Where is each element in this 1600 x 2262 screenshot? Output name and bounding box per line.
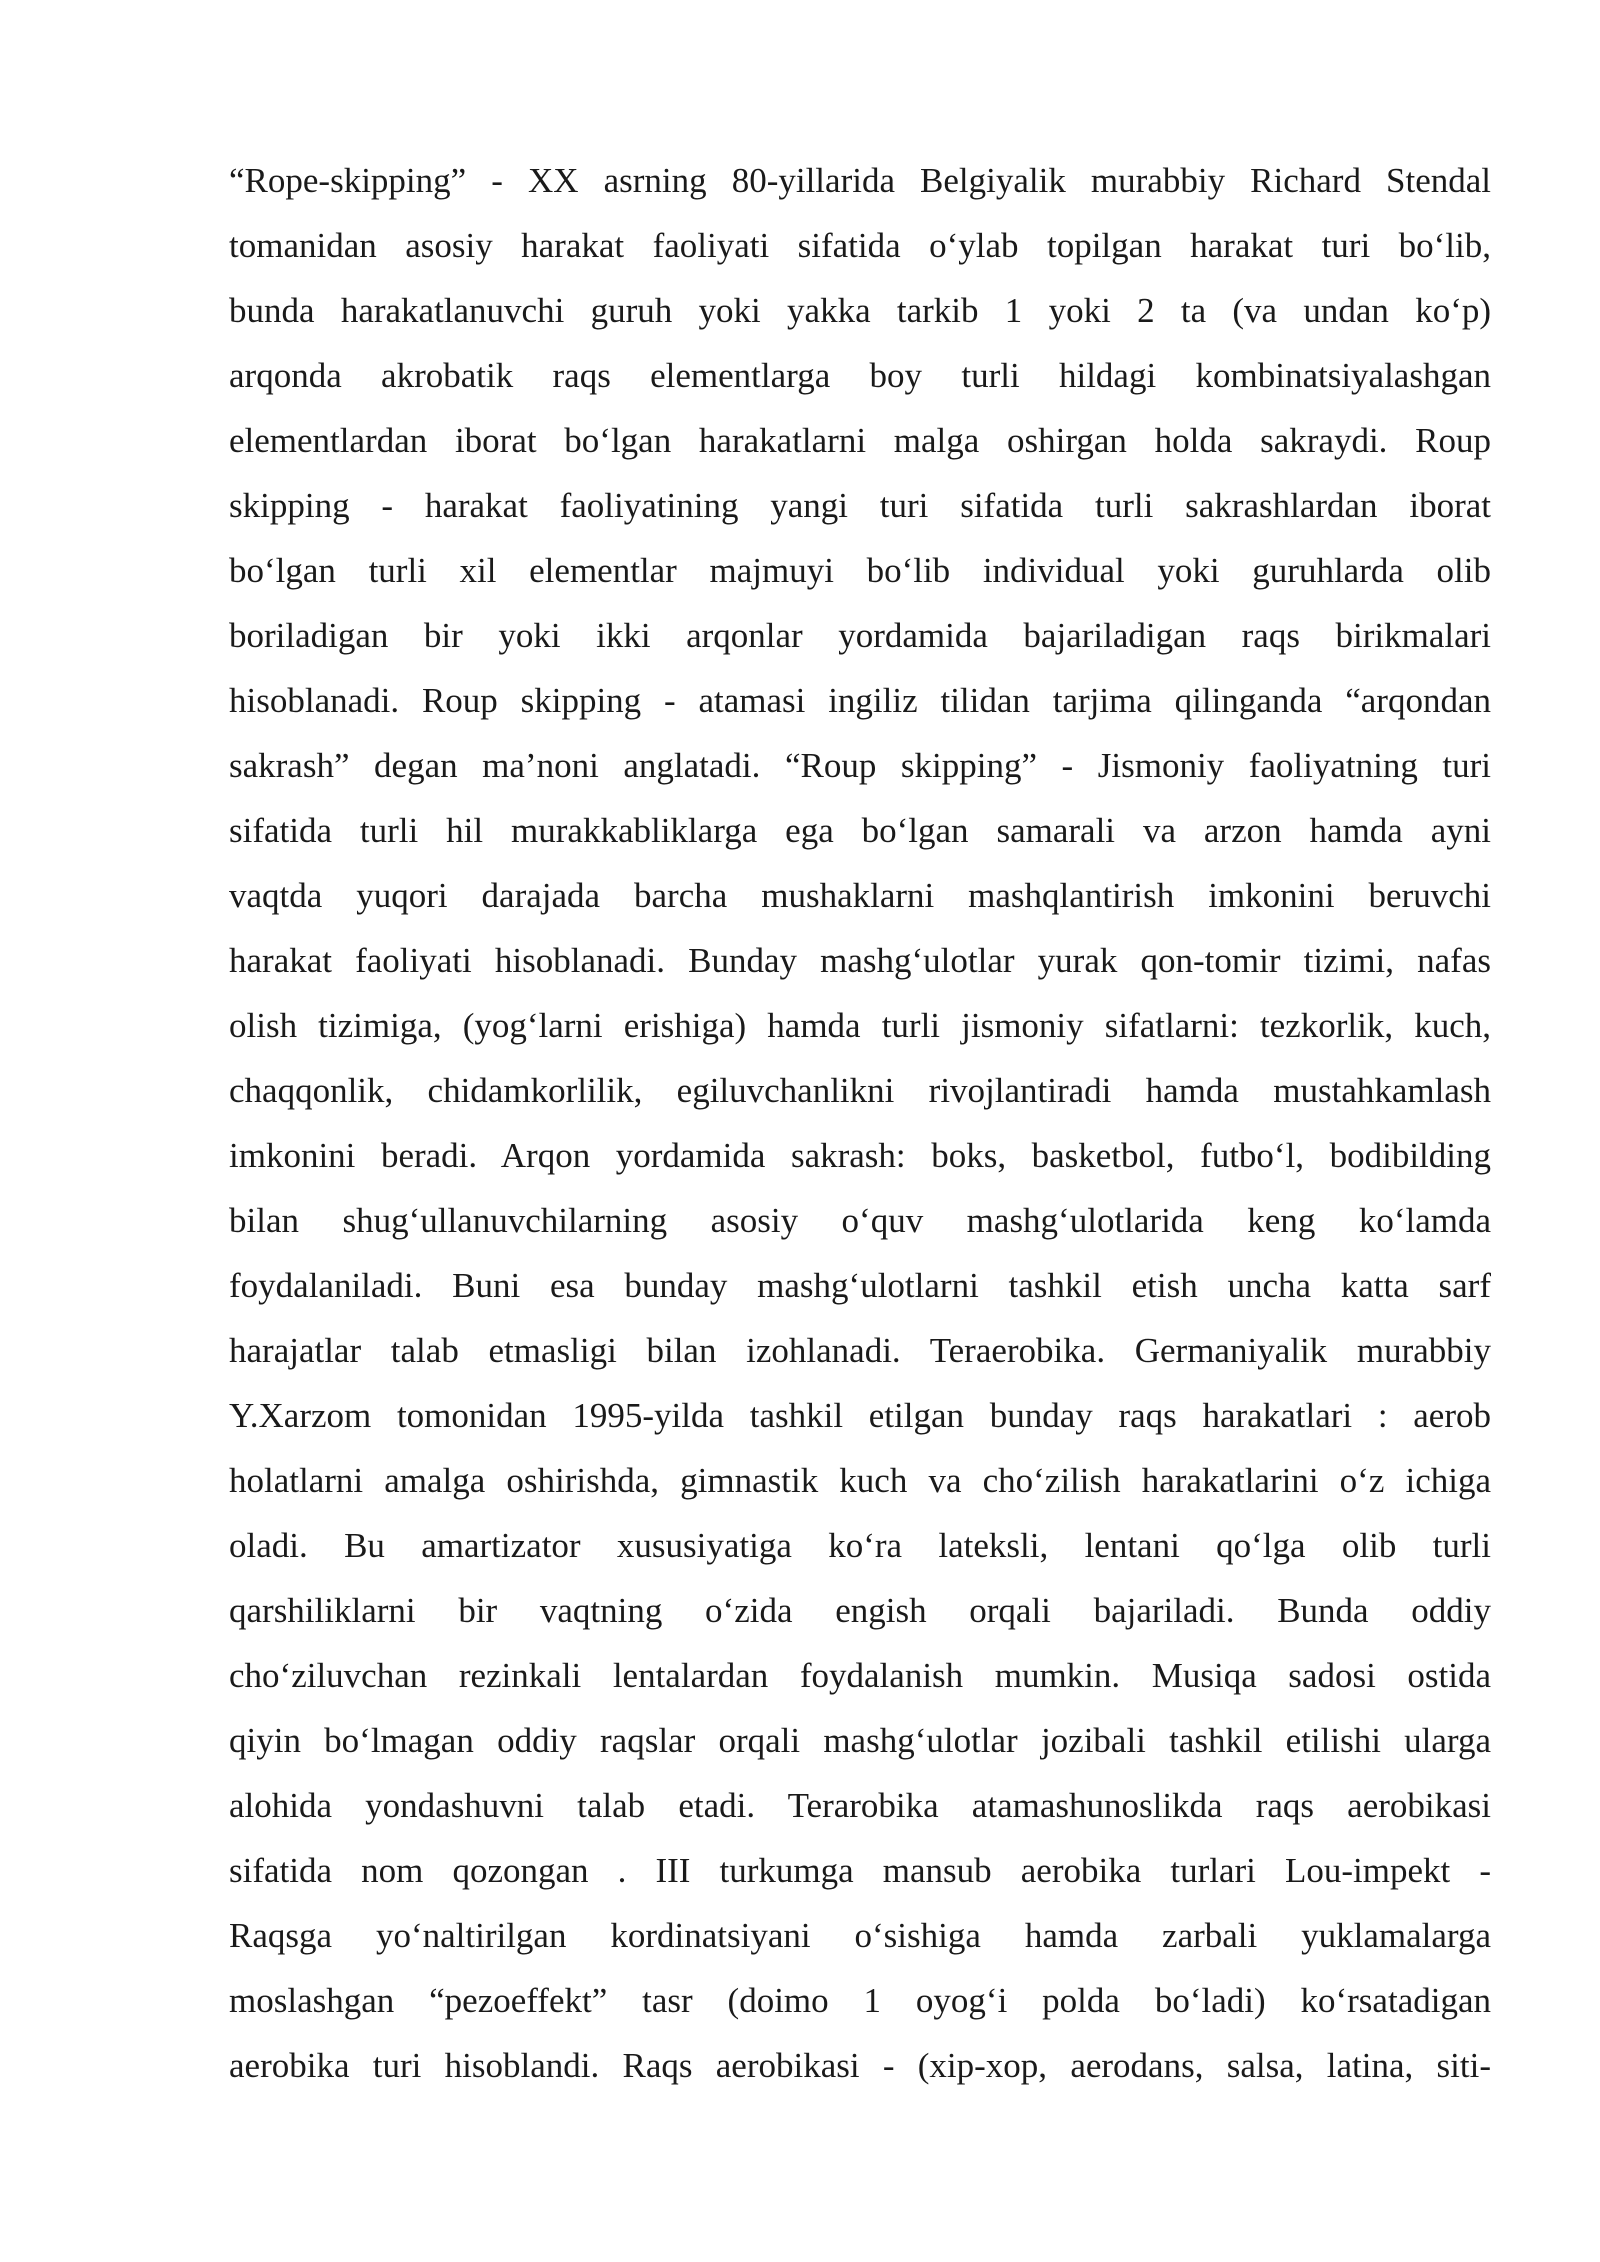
text-line: arqonda akrobatik raqs elementlarga boy turli hildagi kombinatsiyalashgan (229, 356, 1491, 395)
text-line: oladi. Bu amartizator xususiyatiga ko‘ra lateksli, lentani qo‘lga olib turli (229, 1526, 1491, 1565)
text-line: hisoblanadi. Roup skipping - atamasi ingiliz tilidan tarjima qilinganda “arqondan (229, 681, 1491, 720)
text-line: qarshiliklarni bir vaqtning o‘zida engish orqali bajariladi. Bunda oddiy (229, 1591, 1491, 1630)
text-line: Raqsga yo‘naltirilgan kordinatsiyani o‘sishiga hamda zarbali yuklamalarga (229, 1916, 1491, 1955)
text-line: qiyin bo‘lmagan oddiy raqslar orqali mashg‘ulotlar jozibali tashkil etilishi ularga (229, 1721, 1491, 1760)
text-line: “Rope-skipping” - XX asrning 80-yillarida Belgiyalik murabbiy Richard Stendal (229, 161, 1491, 200)
body-paragraph (229, 148, 1491, 2098)
text-line: elementlardan iborat bo‘lgan harakatlarni malga oshirgan holda sakraydi. Roup (229, 421, 1491, 460)
text-line: cho‘ziluvchan rezinkali lentalardan foydalanish mumkin. Musiqa sadosi ostida (229, 1656, 1491, 1695)
text-line: chaqqonlik, chidamkorlilik, egiluvchanlikni rivojlantiradi hamda mustahkamlash (229, 1071, 1491, 1110)
text-line: foydalaniladi. Buni esa bunday mashg‘ulotlarni tashkil etish uncha katta sarf (229, 1266, 1491, 1305)
text-line: harajatlar talab etmasligi bilan izohlanadi. Teraerobika. Germaniyalik murabbiy (229, 1331, 1491, 1370)
text-line: holatlarni amalga oshirishda, gimnastik kuch va cho‘zilish harakatlarini o‘z ichiga (229, 1461, 1491, 1500)
text-line: boriladigan bir yoki ikki arqonlar yordamida bajariladigan raqs birikmalari (229, 616, 1491, 655)
text-line: olish tizimiga, (yog‘larni erishiga) hamda turli jismoniy sifatlarni: tezkorlik, kuch, (229, 1006, 1491, 1045)
text-line: sakrash” degan ma’noni anglatadi. “Roup skipping” - Jismoniy faoliyatning turi (229, 746, 1491, 785)
text-line: tomanidan asosiy harakat faoliyati sifatida o‘ylab topilgan harakat turi bo‘lib, (229, 226, 1491, 265)
text-line: aerobika turi hisoblandi. Raqs aerobikasi - (xip-xop, aerodans, salsa, latina, siti- (229, 2046, 1491, 2085)
text-line: bo‘lgan turli xil elementlar majmuyi bo‘lib individual yoki guruhlarda olib (229, 551, 1491, 590)
text-line: skipping - harakat faoliyatining yangi turi sifatida turli sakrashlardan iborat (229, 486, 1491, 525)
text-line: sifatida turli hil murakkabliklarga ega bo‘lgan samarali va arzon hamda ayni (229, 811, 1491, 850)
text-line: bunda harakatlanuvchi guruh yoki yakka tarkib 1 yoki 2 ta (va undan ko‘p) (229, 291, 1491, 330)
text-line: vaqtda yuqori darajada barcha mushaklarni mashqlantirish imkonini beruvchi (229, 876, 1491, 915)
text-line: sifatida nom qozongan . III turkumga mansub aerobika turlari Lou-impekt - (229, 1851, 1491, 1890)
text-line: bilan shug‘ullanuvchilarning asosiy o‘quv mashg‘ulotlarida keng ko‘lamda (229, 1201, 1491, 1240)
text-line: moslashgan “pezoeffekt” tasr (doimo 1 oyog‘i polda bo‘ladi) ko‘rsatadigan (229, 1981, 1491, 2020)
text-line: alohida yondashuvni talab etadi. Terarobika atamashunoslikda raqs aerobikasi (229, 1786, 1491, 1825)
text-line: imkonini beradi. Arqon yordamida sakrash: boks, basketbol, futbo‘l, bodibilding (229, 1136, 1491, 1175)
text-line: Y.Xarzom tomonidan 1995-yilda tashkil etilgan bunday raqs harakatlari : aerob (229, 1396, 1491, 1435)
text-line: harakat faoliyati hisoblanadi. Bunday mashg‘ulotlar yurak qon-tomir tizimi, nafas (229, 941, 1491, 980)
